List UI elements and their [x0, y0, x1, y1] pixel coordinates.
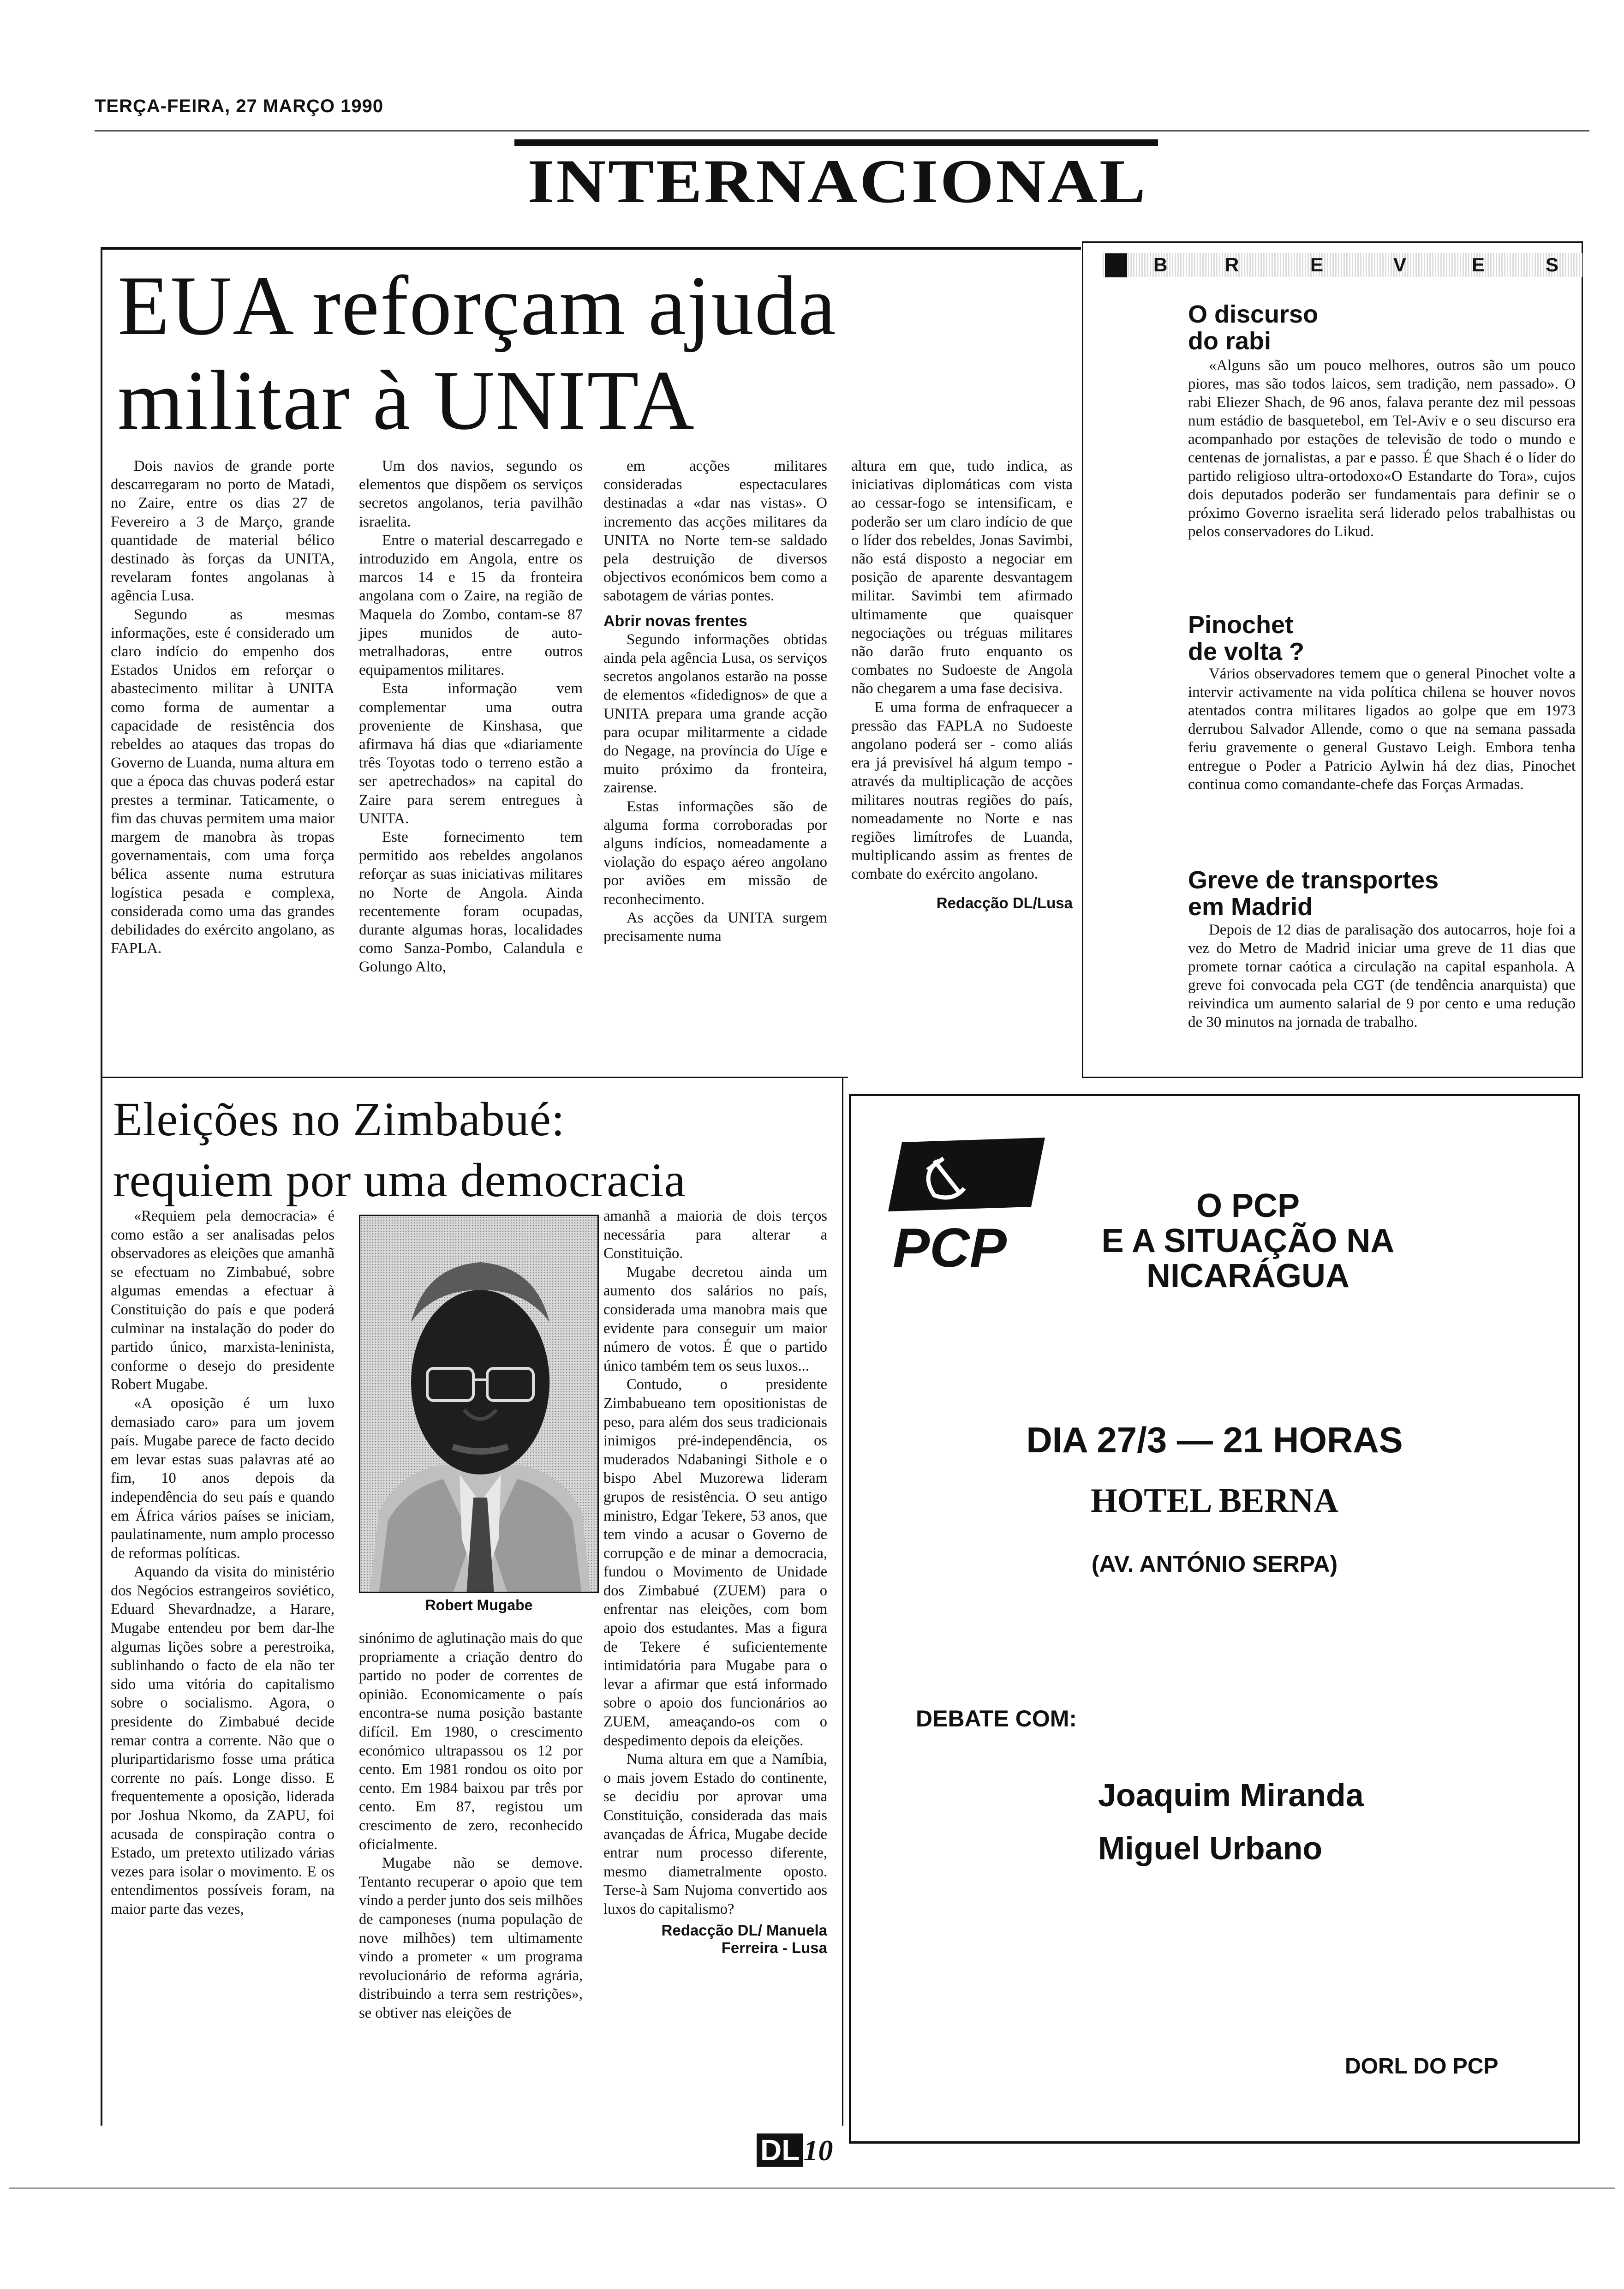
- paragraph: Mugabe decretou ainda um aumento dos salários no país, considerada uma manobra mais que evidente para conseguir um maior número de votos. É que o partido único também tem os seus luxos...: [603, 1264, 827, 1374]
- paragraph: Segundo as mesmas informações, este é considerado um claro indício do empenho dos Estados Unidos em reforçar o abastecimento militar à UNITA como forma de aumentar a capacidade de resistência dos rebeldes ao ataques das tropas do Governo de Luanda, numa altura em que a época das chuvas poderá estar prestes a terminar. Taticamente, o fim das chuvas permitem uma maior margem de manobra às tropas governamentais, com uma força bélica assente numa estrutura logística pesada e complexa, considerada como uma das grandes debilidades do exército angolano, as FAPLA.: [111, 606, 334, 957]
- article1-bottom-rule: [101, 1077, 848, 1078]
- ad-speaker-1: Joaquim Miranda: [1098, 1777, 1364, 1813]
- mugabe-photo: [359, 1215, 599, 1593]
- paragraph: em acções militares consideradas espectaculares destinadas a «dar nas vistas». O incremento das acções militares da UNITA no Norte tem-se saldado pela destruição de diversos objectivos económicos bem como a sabotagem de várias pontes.: [603, 458, 827, 605]
- paragraph: Entre o material descarregado e introduzido em Angola, entre os marcos 14 e 15 da fronteira angolana com o Zaire, na região de Maquela do Zombo, contam-se 87 jipes munidos de auto-metralhadoras, entre outros equipamentos militares.: [359, 532, 583, 679]
- brief-title-line: em Madrid: [1188, 893, 1313, 921]
- pcp-logo: [884, 1133, 1050, 1271]
- paragraph: As acções da UNITA surgem precisamente numa: [603, 909, 827, 945]
- paragraph: Contudo, o presidente Zimbabueano tem opositionistas de peso, para além dos seus tradicionais inimigos pré-independência, os muderados Ndabaningi Sithole e o bispo Abel Muzorewa lideram grupos de resistência. O seu antigo ministro, Edgar Tekere, 53 anos, que tem vindo a acusar o Governo de corrupção e de minar a democracia, fundou o Movimento de Unidade dos Zimbabué (ZUEM) para o enfrentar nas eleições, com bom apoio dos estudantes. Mas a figura de Tekere é suficientemente intimidatória para Mugabe para o levar a afirmar que está informado sobre o apoio dos funcionários ao ZUEM, ameaçando-os com o despedimento depois da eleições.: [603, 1376, 827, 1749]
- article2-headline: [113, 1089, 860, 1211]
- dl-logo: DL: [757, 2133, 803, 2167]
- headline-line-1: Eleições no Zimbabué:: [113, 1093, 565, 1146]
- ad-speaker-2: Miguel Urbano: [1098, 1830, 1323, 1866]
- breves-letter: V: [1393, 254, 1407, 276]
- paragraph: Numa altura em que a Namíbia, o mais jovem Estado do continente, se decidiu por aprovar uma Constituição, considerada das mais avançadas de África, Mugabe decide entrar num processo diferente, mesmo diametralmente oposto. Terse-à Sam Nujoma convertido aos luxos do capitalismo?: [603, 1751, 827, 1917]
- article2-column-1: [111, 1207, 334, 1919]
- ad-debate-label: DEBATE COM:: [916, 1706, 1077, 1732]
- breves-bottom-rule: [1082, 1077, 1583, 1078]
- paragraph: Esta informação vem complementar uma outra proveniente de Kinshasa, que afirmava há dias que «diariamente três Toyotas todo o terreno estão a ser apetrechados» na capital do Zaire para serem entregues à UNITA.: [359, 680, 583, 827]
- section-title: INTERNACIONAL: [527, 147, 1147, 216]
- article2-right-rule: [842, 1078, 843, 2126]
- ad-date-time: DIA 27/3 — 21 HORAS: [1026, 1420, 1403, 1460]
- article2-column-2: [359, 1629, 583, 2022]
- article2-column-3: [603, 1207, 827, 1957]
- headline-line-2: militar à UNITA: [118, 353, 695, 447]
- article1-column-3: [603, 457, 827, 946]
- portrait-image: [360, 1216, 599, 1593]
- paragraph: Este fornecimento tem permitido aos rebeldes angolanos reforçar as suas iniciativas militares no Norte de Angola. Ainda recentemente foram ocupadas, durante algumas horas, localidades como Sanza-Pombo, Calandula e Golungo Alto,: [359, 829, 583, 976]
- brief-title-line: Pinochet: [1188, 611, 1294, 639]
- paragraph: Vários observadores temem que o general Pinochet volte a intervir activamente na vida política chilena se houver novos atentados contra militares ligados ao golpe que em 1973 derrubou Salvador Allende, como o que na semana passada feriu gravemente o general Gustavo Leigh. Embora tenha entregue o Poder a Patricio Aylwin há dez dias, Pinochet continua como comandante-chefe das Forças Armadas.: [1188, 665, 1576, 793]
- headline-line-2: requiem por uma democracia: [113, 1154, 686, 1207]
- article1-left-rule: [101, 247, 102, 1078]
- bottom-rule: [9, 2187, 1615, 2189]
- photo-caption: Robert Mugabe: [425, 1597, 533, 1613]
- brief-3-text: [1188, 921, 1576, 1031]
- brief-1-title: [1188, 301, 1585, 354]
- breves-top-rule: [1082, 241, 1582, 243]
- article1-column-4: [851, 457, 1073, 912]
- paragraph: altura em que, tudo indica, as iniciativas diplomáticas com vista ao cessar-fogo se intensificam, e poderão ser um claro indício de que o líder dos rebeldes, Jonas Savimbi, não está disposto a negociar em posição de aparente desvantagem militar. Savimbi tem afirmado ultimamente que quaisquer negociações ou tréguas militares não darão fruto enquanto os combates no Sudoeste de Angola não chegarem a uma fase decisiva.: [851, 458, 1073, 697]
- ad-venue: HOTEL BERNA: [1091, 1482, 1338, 1520]
- breves-letter: E: [1310, 254, 1324, 276]
- article1-column-2: [359, 457, 583, 977]
- brief-title-line: do rabi: [1188, 327, 1272, 355]
- brief-title-line: Greve de transportes: [1188, 866, 1439, 894]
- breves-square-icon: [1105, 253, 1127, 277]
- signature-line: Ferreira - Lusa: [721, 1939, 827, 1956]
- signature-line: Redacção DL/ Manuela: [661, 1921, 827, 1939]
- breves-letter: R: [1225, 254, 1239, 276]
- brief-2-text: [1188, 665, 1576, 794]
- breves-letter: B: [1153, 254, 1168, 276]
- pcp-logo-text: PCP: [893, 1217, 1007, 1271]
- issue-date: TERÇA-FEIRA, 27 MARÇO 1990: [95, 96, 384, 116]
- brief-2-title: [1188, 611, 1585, 665]
- paragraph: Depois de 12 dias de paralisação dos autocarros, hoje foi a vez do Metro de Madrid iniciar uma greve de 11 dias que promete tornar caótica a circulação na capital espanhola. A greve foi convocada pela CGT (de tendência anarquista) que reivindica um aumento salarial de 9 por cento e uma redução de 30 minutos na jornada de trabalho.: [1188, 922, 1576, 1031]
- breves-letter: E: [1472, 254, 1485, 276]
- ad-title-line: O PCP: [1196, 1187, 1300, 1224]
- article1-headline: [118, 258, 1017, 448]
- header-rule: [95, 130, 1589, 132]
- paragraph: amanhã a maioria de dois terços necessária para alterar a Constituição.: [603, 1208, 827, 1262]
- article2-left-rule: [101, 1078, 102, 2126]
- paragraph: Segundo informações obtidas ainda pela agência Lusa, os serviços secretos angolanos estarão na posse de elementos «fidedignos» de que a UNITA prepara uma grande acção para ocupar militarmente a cidade do Negage, na província do Uíge e muito próximo da fronteira, zairense.: [603, 631, 827, 797]
- ad-title: [1091, 1188, 1405, 1294]
- brief-1-text: [1188, 356, 1576, 541]
- page-footer: [757, 2133, 833, 2168]
- ad-title-line: E A SITUAÇÃO NA: [1101, 1222, 1395, 1259]
- paragraph: Mugabe não se demove. Tentanto recuperar o apoio que tem vindo a perder junto dos seis milhões de camponeses (numa população de nove milhões) tem ultimamente vindo a prometer « um programa revolucionário de reforma agrária, distribuindo a terra sem restrições», se obtiver nas eleições de: [359, 1855, 583, 2021]
- article2-signature: [603, 1922, 827, 1957]
- subheading: Abrir novas frentes: [603, 612, 747, 630]
- paragraph: Aquando da visita do ministério dos Negócios estrangeiros soviético, Eduard Shevardnadze, a Harare, Mugabe entendeu por bem dar-lhe algumas lições sobre a perestroika, sublinhando o facto de ela não ter sido uma vitória do capitalismo sobre o socialismo. Agora, o presidente do Zimbabué decide remar contra a corrente. Não que o pluripartidarismo fosse uma prática corrente no país. Longe disso. E frequentemente a oposição, liderada por Joshua Nkomo, da ZAPU, foi acusada de conspiração contra o Estado, um pretexto utilizado várias vezes para isolar o movimento. E os entendimentos possíveis foram, na maior parte das vezes,: [111, 1564, 334, 1917]
- ad-address: (AV. ANTÓNIO SERPA): [1091, 1551, 1338, 1577]
- pcp-advertisement: [849, 1094, 1580, 2144]
- section-bar: [514, 139, 1158, 146]
- breves-banner: [1103, 253, 1582, 277]
- brief-title-line: O discurso: [1188, 300, 1319, 328]
- paragraph: Estas informações são de alguma forma corroboradas por alguns indícios, nomeadamente a violação do espaço aéreo angolano por aviões em missão de reconhecimento.: [603, 798, 827, 908]
- article1-signature: Redacção DL/Lusa: [936, 894, 1073, 911]
- brief-title-line: de volta ?: [1188, 638, 1305, 665]
- paragraph: sinónimo de aglutinação mais do que propriamente a criação dentro do partido no poder de correntes de opinião. Economicamente o país encontra-se numa posição bastante difícil. Em 1980, o crescimento económico ultrapassou os 12 por cento. Em 1981 rondou os oito por cento. Em 1984 baixou par três por cento. Em 87, registou um crescimento de zero, reconhecido oficialmente.: [359, 1630, 583, 1853]
- ad-title-line: NICARÁGUA: [1146, 1258, 1349, 1294]
- paragraph: «Alguns são um pouco melhores, outros são um pouco piores, mas são todos laicos, sem tradição, nem passado». O rabi Eliezer Shach, de 96 anos, falava perante dez mil pessoas num estádio de basquetebol, em Tel-Aviv e o seu discurso era acompanhado por estações de televisão de todo o mundo e centenas de jornalistas, a par e passo. É que Shach é o líder do partido religioso ultra-ortodoxo«O Estandarte do Tora», cujos dois deputados poderão ser fundamentais para definir se o próximo Governo israelita será liderado pelos trabalhistas ou pelos conservadores do Likud.: [1188, 357, 1576, 540]
- paragraph: Dois navios de grande porte descarregaram no porto de Matadi, no Zaire, entre os dias 27 de Fevereiro a 3 de Março, grande quantidade de material bélico destinado às forças da UNITA, revelaram fontes angolanas à agência Lusa.: [111, 458, 334, 605]
- headline-line-1: EUA reforçam ajuda: [118, 258, 837, 353]
- paragraph: E uma forma de enfraquecer a pressão das FAPLA no Sudoeste angolano poderá ser - como aliás era já previsível há algum tempo - através da multiplicação de acções militares noutras regiões do país, nomeadamente no Norte e nas regiões limítrofes de Luanda, multiplicando assim as frentes de combate do exército angolano.: [851, 699, 1073, 883]
- article1-column-1: [111, 457, 334, 958]
- breves-letter: S: [1546, 254, 1559, 276]
- brief-3-title: [1188, 867, 1585, 920]
- article1-top-rule: [101, 247, 1081, 250]
- article1-right-rule: [1082, 242, 1083, 1078]
- paragraph: «A oposição é um luxo demasiado caro» para um jovem país. Mugabe parece de facto decido em levar estas suas palavras até ao fim, 10 anos depois da independência do seu país e quando em África vários países se iniciam, paulatinamente, num amplo processo de reformas políticas.: [111, 1395, 334, 1562]
- page-number: 10: [803, 2134, 833, 2167]
- paragraph: «Requiem pela democracia» é como estão a ser analisadas pelos observadores as eleições que amanhã se efectuam no Zimbabué, sobre algumas emendas a efectuar à Constituição do país e que poderá culminar na instalação do poder do partido único, marxista-leninista, conforme o desejo do presidente Robert Mugabe.: [111, 1208, 334, 1393]
- paragraph: Um dos navios, segundo os elementos que dispõem os serviços secretos angolanos, teria pavilhão israelita.: [359, 458, 583, 530]
- ad-organization: DORL DO PCP: [1345, 2054, 1499, 2079]
